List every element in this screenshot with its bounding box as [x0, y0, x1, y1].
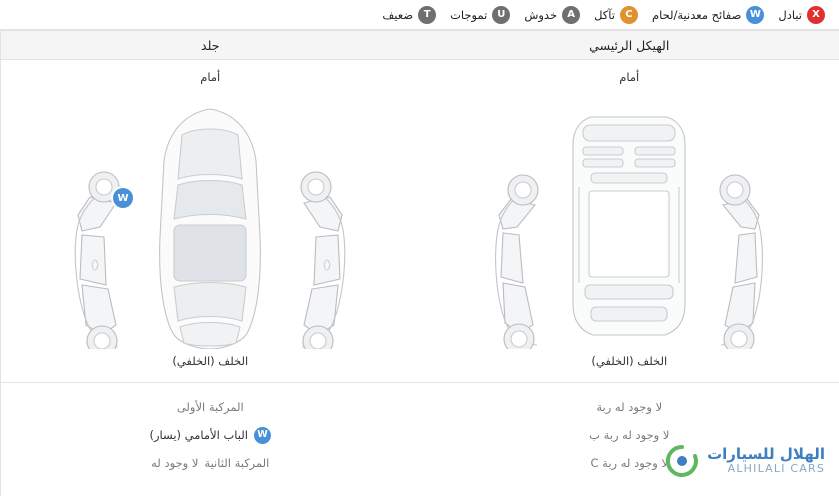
note-row — [1, 393, 420, 421]
note-text: لا وجود له ربة — [596, 400, 663, 414]
note-badge-w-icon: W — [254, 427, 271, 444]
legend-badge-w-icon: W — [746, 6, 764, 24]
logo-text — [707, 447, 825, 474]
logo-mark-icon — [665, 444, 699, 478]
legend-badge-u-icon: U — [492, 6, 510, 24]
panel-main-frame — [420, 30, 839, 496]
panel-main-frame-body — [420, 70, 839, 496]
note-value: لا وجود له — [151, 456, 199, 470]
note-row — [1, 449, 420, 477]
diagram-skin — [1, 84, 420, 352]
note-text: لا وجود له ربة ب — [589, 428, 670, 442]
legend-badge-a-icon: A — [562, 6, 580, 24]
panels-container — [0, 30, 839, 496]
panel-skin-title: جلد — [1, 30, 420, 60]
legend-label-a: خدوش — [524, 7, 558, 22]
caption-front-skin: أمام — [200, 70, 221, 84]
diagram-badge-w-icon[interactable]: W — [113, 188, 133, 208]
caption-rear-main: الخلف (الخلفي) — [591, 354, 668, 368]
logo-text-arabic: الهلال للسيارات — [707, 445, 825, 464]
legend-item-u[interactable] — [450, 6, 510, 24]
diagram-main-frame — [420, 84, 839, 352]
notes-skin — [1, 383, 420, 477]
legend-item-t[interactable] — [382, 6, 436, 24]
legend-item-c[interactable] — [594, 6, 638, 24]
note-text: لا وجود له ربة C — [590, 456, 669, 470]
legend-bar — [0, 0, 839, 30]
caption-rear-skin: الخلف (الخلفي) — [172, 354, 249, 368]
legend-item-x[interactable] — [778, 6, 825, 24]
legend-item-a[interactable] — [524, 6, 580, 24]
note-value: الباب الأمامي (يسار) — [149, 428, 248, 442]
legend-badge-c-icon: C — [620, 6, 638, 24]
legend-badge-x-icon: X — [807, 6, 825, 24]
legend-label-u: تموجات — [450, 7, 488, 22]
panel-skin — [0, 30, 420, 496]
note-label: المركبة الأولى — [176, 400, 244, 414]
legend-item-w[interactable] — [652, 6, 764, 24]
legend-badge-t-icon: T — [418, 6, 436, 24]
note-label: المركبة الثانية — [204, 456, 270, 470]
logo-text-english: ALHILALI CARS — [727, 462, 825, 476]
panel-skin-body — [1, 70, 420, 496]
note-row — [420, 393, 839, 421]
brand-logo — [665, 444, 825, 478]
legend-label-w: صفائح معدنية/لحام — [651, 7, 742, 22]
legend-label-c: تآكل — [594, 7, 615, 22]
legend-label-t: ضعيف — [382, 7, 414, 22]
note-row — [1, 421, 420, 449]
panel-main-frame-title: الهيكل الرئيسي — [420, 30, 839, 60]
legend-label-x: تبادل — [778, 7, 802, 22]
caption-front-main: أمام — [619, 70, 640, 84]
